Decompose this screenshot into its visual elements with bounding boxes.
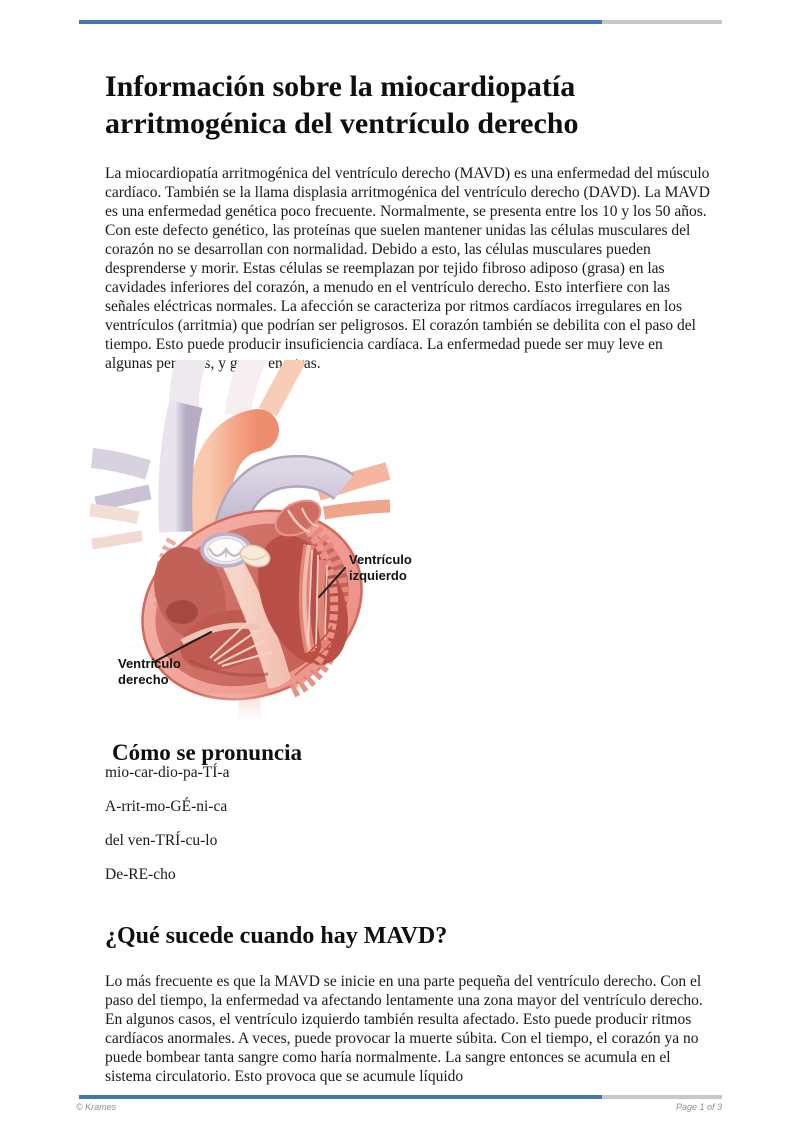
top-rule-gray-segment [602, 20, 722, 24]
label-left-ventricle-line2: izquierdo [349, 567, 407, 583]
intro-paragraph: La miocardiopatía arritmogénica del ventrículo derecho (MAVD) es una enfermedad del músculo cardíaco. También se la llama displasia arritmogénica del ventrículo derecho (DAVD). La MAVD es una enfermedad genética poco frecuente. Normalmente, se presenta entre los 10 y los 50 años. Con este defecto genético, las proteínas que suelen mantener unidas las células musculares del corazón no se desarrollan con normalidad. Debido a esto, las células musculares pueden desprenderse y morir. Estas células se reemplazan por tejido fibroso adiposo (grasa) en las cavidades inferiores del corazón, a menudo en el ventrículo derecho. Esto interfiere con las señales eléctricas normales. La afección se caracteriza por ritmos cardíacos irregulares en los ventrículos (arritmia) que podrían ser peligrosos. El corazón también se debilita con el paso del tiempo. Esto puede producir insuficiencia cardíaca. La enfermedad puede ser muy leve en algunas personas, y grave en otras. [105, 164, 710, 373]
label-right-ventricle-line2: derecho [118, 671, 169, 687]
pronunciation-heading: Cómo se pronuncia [112, 740, 302, 766]
pulmonary-artery-branch [92, 458, 148, 470]
superior-vena-cava [175, 404, 186, 532]
top-rule-blue-segment [79, 20, 602, 24]
label-left-ventricle-line1: Ventrículo [349, 552, 412, 567]
fade-overlay [185, 692, 270, 720]
pulmonary-vein [92, 536, 142, 544]
pronunciation-lines [105, 763, 229, 899]
heart-figure [90, 360, 490, 720]
footer-rule-gray-segment [602, 1095, 722, 1099]
footer-copyright: © Krames [76, 1102, 117, 1112]
footer-page-number: Page 1 of 3 [675, 1102, 722, 1112]
section-paragraph-mavd: Lo más frecuente es que la MAVD se inicie en una parte pequeña del ventrículo derecho. Con el paso del tiempo, la enfermedad va afectando lentamente una zona mayor del ventrículo derecho. En algunos casos, el ventrículo izquierdo también resulta afectado. Esto puede producir ritmos cardíacos anormales. A veces, puede provocar la muerte súbita. Con el tiempo, el corazón ya no puede bombear tanta sangre como haría normalmente. La sangre entonces se acumula en el sistema circulatorio. Esto provoca que se acumule líquido [105, 972, 703, 1085]
pronunciation-line: mio-car-dio-pa-TÍ-a [105, 764, 230, 781]
aorta-upper-branch [268, 360, 297, 412]
pulmonary-vein [90, 510, 138, 518]
pulmonary-artery-branch [96, 492, 150, 504]
label-left-ventricle [349, 552, 412, 583]
label-right-ventricle [118, 656, 181, 687]
page-title: Información sobre la miocardiopatía arritmogénica del ventrículo derecho [105, 70, 579, 141]
pronunciation-line: A-rrit-mo-GÉ-ni-ca [105, 798, 228, 815]
pronunciation-line: del ven-TRÍ-cu-lo [105, 832, 218, 849]
top-rule [79, 20, 722, 24]
footer-rule-blue-segment [79, 1095, 602, 1099]
pronunciation-line: De-RE-cho [105, 866, 176, 883]
pulmonary-vein [324, 506, 390, 513]
label-right-ventricle-line1: Ventrículo [118, 656, 181, 671]
background-vessel [238, 360, 258, 415]
footer-rule [79, 1095, 722, 1099]
section-heading-mavd: ¿Qué sucede cuando hay MAVD? [105, 922, 448, 949]
